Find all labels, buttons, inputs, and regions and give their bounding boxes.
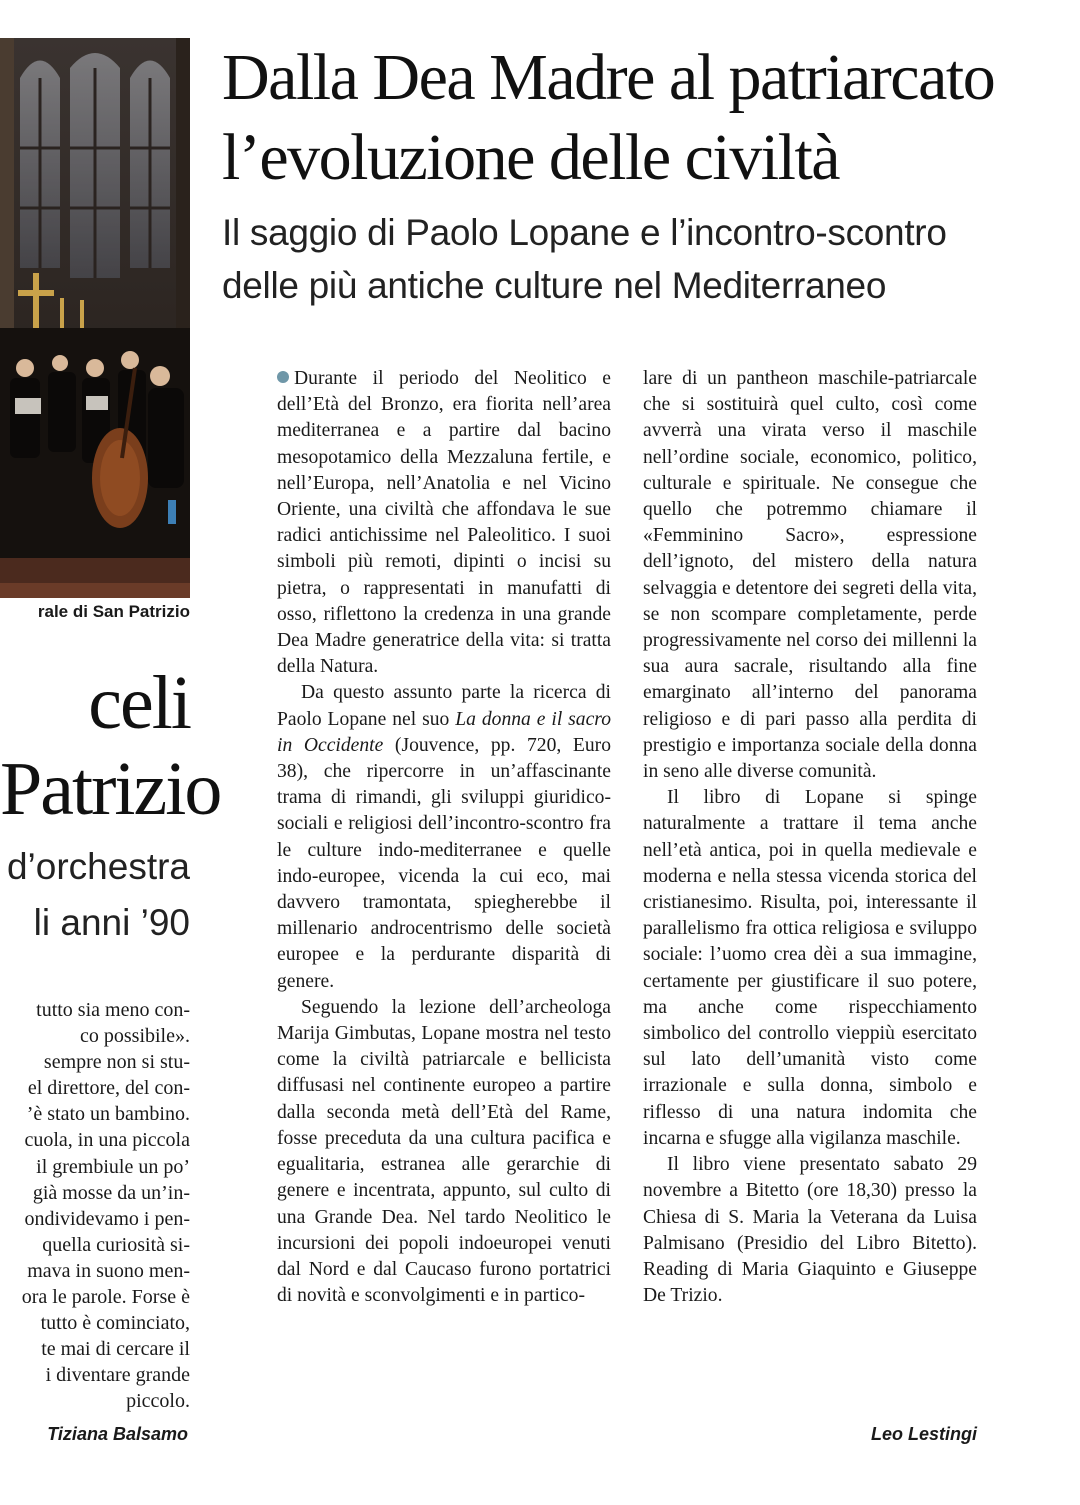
paragraph-3: Seguendo la lezione dell’archeologa Marija Gimbutas, Lopane mostra nel testo come la civiltà patriarcale e bellicista diffusasi nel continente europeo a partire dalla seconda metà dell’Età del Rame, fosse preceduta da una cultura pacifica e egualitaria, estranea alle gerarchie di genere e incentrata, appunto, sul culto di una Grande Dea. Nel tardo Neolitico le incursioni dei popoli indoeuropei venuti dal Nord e dal Caucaso furono portatrici di novità e sconvolgimenti e in partico- (277, 996, 611, 1307)
subhead-line-1: Il saggio di Paolo Lopane e l’incontro-scontro (222, 212, 947, 253)
left-subhead-line-1: d’orchestra (6, 846, 190, 887)
left-subhead-line-2: li anni ’90 (33, 902, 190, 943)
article-signature: Leo Lestingi (870, 1424, 977, 1444)
paragraph-2-after: (Jouvence, pp. 720, Euro 38), che ripercorre in un’affascinante trama di rimandi, gli sviluppi giuridico-sociali e religiosi dell’incontro-scontro fra le culture indo-mediterranee e quelle indo-europee, vicenda la cui eco, mai davvero tramontata, spiegherebbe il millenario androcentrismo delle società europee e la perdurante disparità di genere. (277, 734, 611, 992)
paragraph-5: Il libro viene presentato sabato 29 novembre a Bitetto (ore 18,30) presso la Chiesa di S. Maria la Veterana da Luisa Palmisano (Presidio del Libro Bitetto). Reading di Maria Giaquinto e Giuseppe De Trizio. (643, 1154, 977, 1307)
left-body-line: i diventare grande (45, 1364, 190, 1387)
left-body-line: ’è stato un bambino. (26, 1103, 190, 1126)
paragraph-2-before: Da questo assunto parte la ricerca di Paolo Lopane nel suo (277, 682, 611, 730)
left-body-line: il grembiule un po’ (36, 1155, 190, 1178)
paragraph-2 (277, 680, 611, 994)
left-body-line: ora le parole. Forse è (21, 1286, 190, 1309)
article-column-2 (643, 366, 977, 1309)
book-title: La donna e il sacro in Occidente (277, 708, 611, 756)
left-story-body (0, 997, 190, 1415)
headline-line-1: Dalla Dea Madre al patriarcato (222, 41, 995, 114)
left-headline-line-2: Patrizio (0, 747, 221, 831)
left-body-line: tutto sia meno con- (36, 999, 190, 1021)
left-body-line: piccolo. (126, 1390, 190, 1413)
left-headline-line-1: celi (88, 661, 190, 745)
left-body-line: cuola, in una piccola (24, 1129, 190, 1152)
bullet-icon (277, 371, 289, 383)
left-body-line: el direttore, del con- (27, 1077, 190, 1100)
article-column-1 (277, 366, 611, 1309)
headline-line-2: l’evoluzione delle civiltà (222, 121, 840, 194)
left-body-line: sempre non si stu- (43, 1051, 190, 1074)
concert-photo (0, 38, 190, 598)
left-body-line: ondividevamo i pen- (24, 1207, 190, 1230)
article-headline (222, 38, 1062, 198)
left-body-line: quella curiosità si- (42, 1233, 190, 1256)
paragraph-1 (277, 366, 611, 680)
left-body-line: co possibile». (80, 1025, 190, 1048)
left-story-signature: Tiziana Balsamo (47, 1424, 188, 1444)
paragraph-4: Il libro di Lopane si spinge naturalmente a trattare il tema anche nell’età antica, poi in quella medievale e moderna e nella stessa vicenda storica del cristianesimo. Risulta, poi, interessante il parallelismo fra ottica religiosa e sviluppo sociale: l’uomo crea dèi a sua immagine, certamente per giustificare il suo potere, ma anche come rispecchiamento simbolico del controllo vieppiù esercitato sul lato dell’umanità visto come irrazionale e sulla donna, simbolo e riflesso di una natura indomita che incarna e sfugge alla vigilanza maschile. (643, 787, 977, 1149)
article-subhead (222, 206, 1062, 312)
paragraph-1-text: Durante il periodo del Neolitico e dell’Età del Bronzo, era fiorita nell’area mediterranea e a partire dal bacino mesopotamico della Mezzaluna fertile, e nell’Europa, nell’Anatolia e nel Vicino Oriente, una civiltà che affondava le sue radici antichissime nel Paleolitico. I suoi simboli più remoti, dipinti o incisi su pietra, o rappresentati in manufatti di osso, riflettono la credenza in una grande Dea Madre generatrice della vita: si tratta della Natura. (277, 368, 611, 678)
photo-caption: rale di San Patrizio (37, 602, 190, 621)
left-body-line: mava in suono men- (27, 1259, 190, 1282)
cathedral-orchestra-image (0, 38, 190, 598)
paragraph-3-continued: lare di un pantheon maschile-patriarcale che si sostituirà quel culto, così come avverrà una virata verso il maschile nell’ordine sociale, economico, politico, culturale e spirituale. Ne consegue che quello che potremmo chiamare il «Femminino Sacro», espressione dell’ignoto, del mistero della natura selvaggia e detentore dei segreti della vita, se non scompare completamente, perde progressivamente nel corso dei millenni la sua aura sacrale, risultando alla fine emarginato all’interno del panorama religioso e di pari passo alla perdita di prestigio e importanza sociale della donna in seno alle diverse comunità. (643, 368, 977, 783)
left-body-line: tutto è cominciato, (40, 1312, 190, 1335)
subhead-line-2: delle più antiche culture nel Mediterraneo (222, 265, 887, 306)
left-body-line: già mosse da un’in- (32, 1181, 190, 1204)
left-body-line: te mai di cercare il (41, 1338, 190, 1361)
